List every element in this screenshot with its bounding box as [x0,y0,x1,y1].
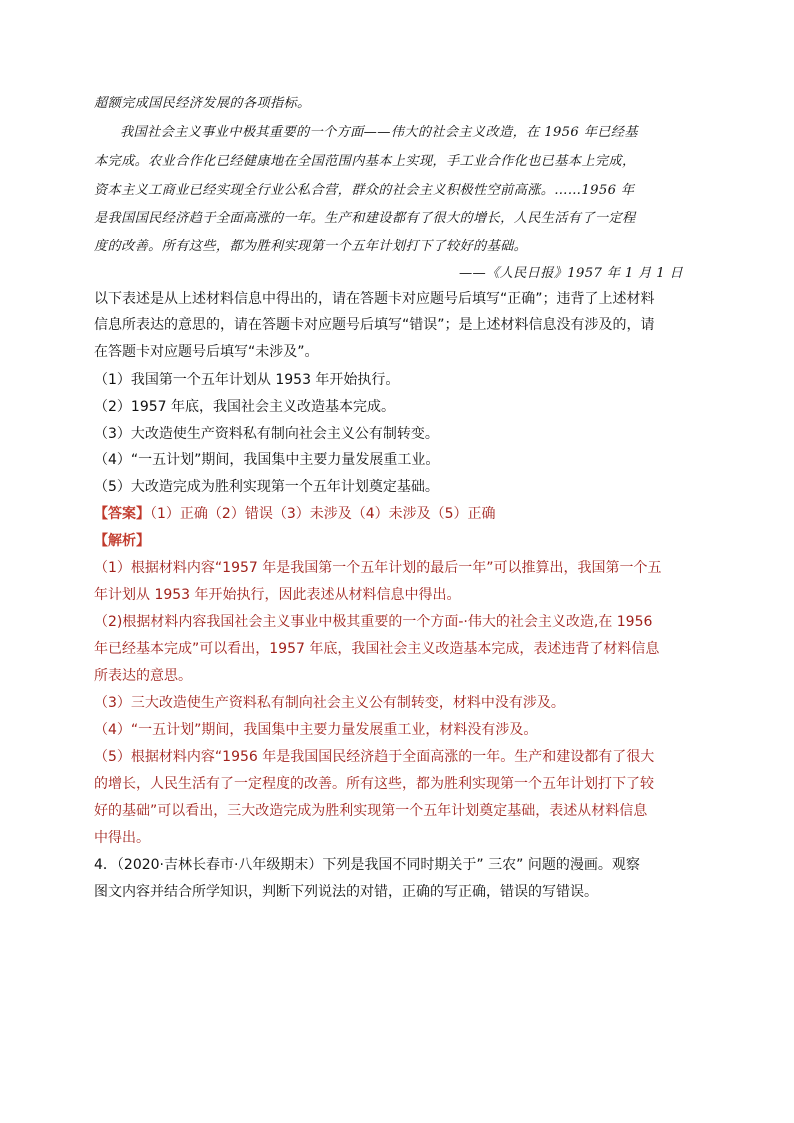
answer-row [94,507,496,521]
analysis-line-11: 中得出。 [94,830,150,846]
analysis-label: 【解析】 [94,533,150,549]
quote-line-1: 超额完成国民经济发展的各项指标。 [94,96,311,111]
instruction-line-1: 以下表述是从上述材料信息中得出的，请在答题卡对应题号后填写“正确”；违背了上述材料 [94,291,655,307]
statement-2: （2）1957 年底，我国社会主义改造基本完成。 [94,399,395,415]
statement-1: （1）我国第一个五年计划从 1953 年开始执行。 [94,372,400,388]
question4-line-1: 4．（2020·吉林长春市·八年级期末）下列是我国不同时期关于” 三农” 问题的漫画。观察 [94,857,640,873]
answer-label: 【答案】 [94,506,150,522]
quote-line-5: 是我国国民经济趋于全面高涨的一年。生产和建设都有了很大的增长，人民生活有了一定程 [94,211,636,226]
statement-5: （5）大改造完成为胜利实现第一个五年计划奠定基础。 [94,479,439,495]
analysis-line-7: （4）“一五计划”期间，我国集中主要力量发展重工业，材料没有涉及。 [94,722,538,738]
question4-line-2: 图文内容并结合所学知识，判断下列说法的对错，正确的写正确，错误的写错误。 [94,884,598,900]
analysis-line-3: （2)根据材料内容我国社会主义事业中极其重要的一个方面-·伟大的社会主义改造,在 1956 [94,614,653,630]
analysis-line-6: （3）三大改造使生产资料私有制向社会主义公有制转变，材料中没有涉及。 [94,695,565,711]
quote-line-3: 本完成。农业合作化已经健康地在全国范围内基本上实现，手工业合作化也已基本上完成， [94,154,636,169]
instruction-line-2: 信息所表达的意思的，请在答题卡对应题号后填写“错误”；是上述材料信息没有涉及的，请 [94,317,655,333]
analysis-line-5: 所表达的意思。 [94,668,192,684]
analysis-line-9: 的增长，人民生活有了一定程度的改善。所有这些，都为胜利实现第一个五年计划打下了较 [94,776,654,792]
quote-line-4: 资本主义工商业已经实现全行业公私合营，群众的社会主义积极性空前高涨。……1956 年 [94,183,635,198]
analysis-line-4: 年已经基本完成”可以看出，1957 年底，我国社会主义改造基本完成，表述违背了材料信息 [94,641,660,657]
statement-3: （3）大改造使生产资料私有制向社会主义公有制转变。 [94,426,439,442]
instruction-line-3: 在答题卡对应题号后填写“未涉及”。 [94,344,319,360]
analysis-line-1: （1）根据材料内容“1957 年是我国第一个五年计划的最后一年”可以推算出，我国第一个五 [94,560,662,576]
quote-source: ——《人民日报》1957 年 1 月 1 日 [459,266,684,281]
analysis-line-2: 年计划从 1953 年开始执行，因此表述从材料信息中得出。 [94,587,461,603]
analysis-line-8: （5）根据材料内容“1956 年是我国国民经济趋于全面高涨的一年。生产和建设都有了很大 [94,749,655,765]
statement-4: （4）“一五计划”期间，我国集中主要力量发展重工业。 [94,452,440,468]
analysis-line-10: 好的基础”可以看出，三大改造完成为胜利实现第一个五年计划奠定基础，表述从材料信息 [94,803,648,819]
quote-line-2: 我国社会主义事业中极其重要的一个方面——伟大的社会主义改造，在 1956 年已经基 [120,125,638,140]
quote-line-6: 度的改善。所有这些，都为胜利实现第一个五年计划打下了较好的基础。 [94,239,528,254]
answer-text: （1）正确（2）错误（3）未涉及（4）未涉及（5）正确 [150,506,496,522]
